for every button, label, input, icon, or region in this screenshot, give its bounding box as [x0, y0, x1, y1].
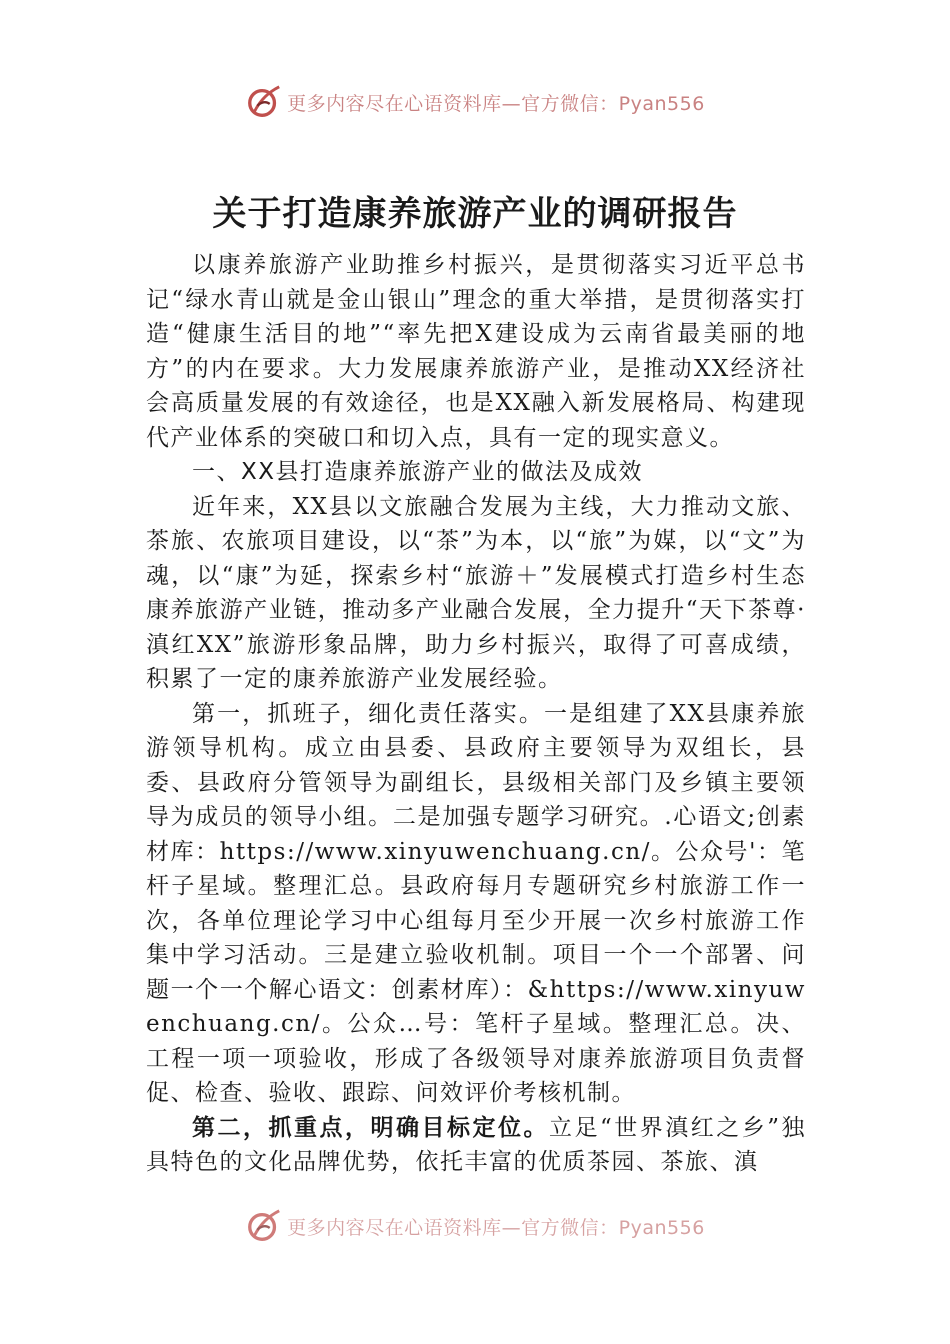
watermark-logo-icon	[245, 83, 283, 121]
watermark-logo-icon	[245, 1207, 283, 1245]
watermark-text: 更多内容尽在心语资料库—官方微信：Pyan556	[287, 92, 705, 115]
document-title: 关于打造康养旅游产业的调研报告	[212, 194, 738, 234]
watermark-banner-top	[0, 82, 950, 122]
intro-paragraph: 以康养旅游产业助推乡村振兴，是贯彻落实习近平总书记“绿水青山就是金山银山”理念的重大举措，是贯彻落实打造“健康生活目的地”“率先把X建设成为云南省最美丽的地方”的内在要求。大力发展康养旅游产业，是推动XX经济社会高质量发展的有效途径，也是XX融入新发展格局、构建现代产业体系的突破口和切入点，具有一定的现实意义。	[146, 252, 806, 451]
watermark-banner-bottom	[0, 1206, 950, 1246]
section-heading: 一、XX县打造康养旅游产业的做法及成效	[192, 459, 644, 485]
bold-lead-in: 第二，抓重点，明确目标定位。	[192, 1113, 549, 1141]
document-body	[146, 248, 806, 1216]
body-paragraph: 近年来，XX县以文旅融合发展为主线，大力推动文旅、茶旅、农旅项目建设，以“茶”为本，以“旅”为媒，以“文”为魂，以“康”为延，探索乡村“旅游＋”发展模式打造乡村生态康养旅游产业链，推动多产业融合发展，全力提升“天下茶尊·滇红XX”旅游形象品牌，助力乡村振兴，取得了可喜成绩，积累了一定的康养旅游产业发展经验。	[146, 493, 806, 692]
body-paragraph: 第一，抓班子，细化责任落实。一是组建了XX县康养旅游领导机构。成立由县委、县政府主要领导为双组长，县委、县政府分管领导为副组长，县级相关部门及乡镇主要领导为成员的领导小组。二是加强专题学习研究。.心语文;创素材库：https://www.xinyuwenchuang.cn/。公众号'：笔杆子星域。整理汇总。县政府每月专题研究乡村旅游工作一次，各单位理论学习中心组每月至少开展一次乡村旅游工作集中学习活动。三是建立验收机制。项目一个一个部署、问题一个一个解心语文：创素材库）：&https://www.xinyuwenchuang.cn/。公众…号：笔杆子星域。整理汇总。决、工程一项一项验收，形成了各级领导对康养旅游项目负责督促、检查、验收、跟踪、问效评价考核机制。	[146, 700, 806, 1106]
body-paragraph	[146, 1111, 806, 1180]
watermark-text: 更多内容尽在心语资料库—官方微信：Pyan556	[287, 1216, 705, 1239]
paragraph-text: 立足“世界滇红之乡”独具特色的文化品牌优势，依托丰富的优质茶园、茶旅、滇	[146, 1114, 806, 1175]
